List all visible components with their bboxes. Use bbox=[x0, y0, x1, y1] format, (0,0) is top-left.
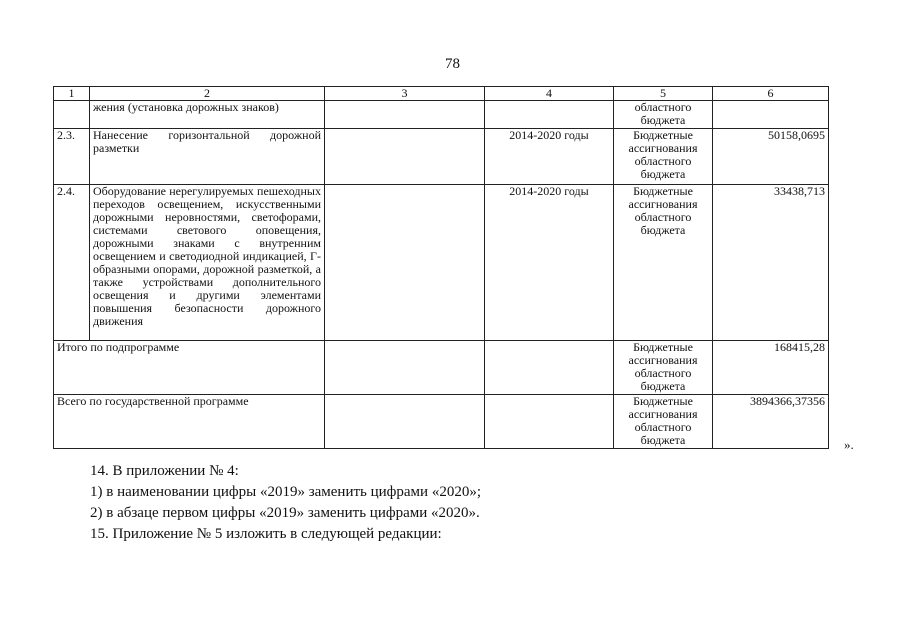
cell-amount bbox=[713, 101, 829, 129]
cell-measure-name: Оборудование нерегулируемых пешеходных переходов освещением, искусственными дорожными неровностями, светофорами, системами светового оповещения, дорожными знаками с внутренним освещением и светодиодной индикацией, Г-образными опорами, дорожной разметкой, а также устройствами дополнительного освещения и другими элементами повышения безопасности дорожного движения bbox=[90, 185, 325, 341]
cell-period bbox=[485, 341, 614, 395]
paragraph-14-item-1: 1) в наименовании цифры «2019» заменить цифрами «2020»; bbox=[90, 484, 481, 500]
cell-col-3 bbox=[325, 101, 485, 129]
cell-funding-source: Бюджетные ассигнования областного бюджета bbox=[614, 341, 713, 395]
cell-period bbox=[485, 101, 614, 129]
cell-col-3 bbox=[325, 341, 485, 395]
cell-period: 2014-2020 годы bbox=[485, 185, 614, 341]
budget-table bbox=[53, 86, 829, 449]
header-col-4: 4 bbox=[485, 87, 614, 101]
header-col-6: 6 bbox=[713, 87, 829, 101]
cell-funding-source: областного бюджета bbox=[614, 101, 713, 129]
cell-subtotal-label: Итого по подпрограмме bbox=[54, 341, 325, 395]
cell-amount: 168415,28 bbox=[713, 341, 829, 395]
header-col-3: 3 bbox=[325, 87, 485, 101]
cell-measure-name: Нанесение горизонтальной дорожной разметки bbox=[90, 129, 325, 185]
cell-period: 2014-2020 годы bbox=[485, 129, 614, 185]
table-row-2-3 bbox=[54, 129, 829, 185]
cell-funding-source: Бюджетные ассигнования областного бюджета bbox=[614, 185, 713, 341]
header-col-2: 2 bbox=[90, 87, 325, 101]
cell-num: 2.3. bbox=[54, 129, 90, 185]
cell-amount: 3894366,37356 bbox=[713, 395, 829, 449]
cell-col-3 bbox=[325, 129, 485, 185]
cell-period bbox=[485, 395, 614, 449]
table-header-row bbox=[54, 87, 829, 101]
cell-amount: 33438,713 bbox=[713, 185, 829, 341]
table-row-subtotal bbox=[54, 341, 829, 395]
paragraph-14-item-2: 2) в абзаце первом цифры «2019» заменить цифрами «2020». bbox=[90, 505, 480, 521]
paragraph-14: 14. В приложении № 4: bbox=[90, 463, 239, 479]
cell-amount: 50158,0695 bbox=[713, 129, 829, 185]
table-row-total bbox=[54, 395, 829, 449]
cell-num bbox=[54, 101, 90, 129]
page-number: 78 bbox=[445, 56, 460, 72]
closing-quote: ». bbox=[844, 437, 854, 452]
cell-funding-source: Бюджетные ассигнования областного бюджета bbox=[614, 129, 713, 185]
cell-num: 2.4. bbox=[54, 185, 90, 341]
table-row-continuation bbox=[54, 101, 829, 129]
cell-measure-name: жения (установка дорожных знаков) bbox=[90, 101, 325, 129]
cell-col-3 bbox=[325, 395, 485, 449]
cell-funding-source: Бюджетные ассигнования областного бюджета bbox=[614, 395, 713, 449]
table-row-2-4 bbox=[54, 185, 829, 341]
paragraph-15: 15. Приложение № 5 изложить в следующей редакции: bbox=[90, 526, 442, 542]
header-col-5: 5 bbox=[614, 87, 713, 101]
cell-total-label: Всего по государственной программе bbox=[54, 395, 325, 449]
header-col-1: 1 bbox=[54, 87, 90, 101]
cell-col-3 bbox=[325, 185, 485, 341]
